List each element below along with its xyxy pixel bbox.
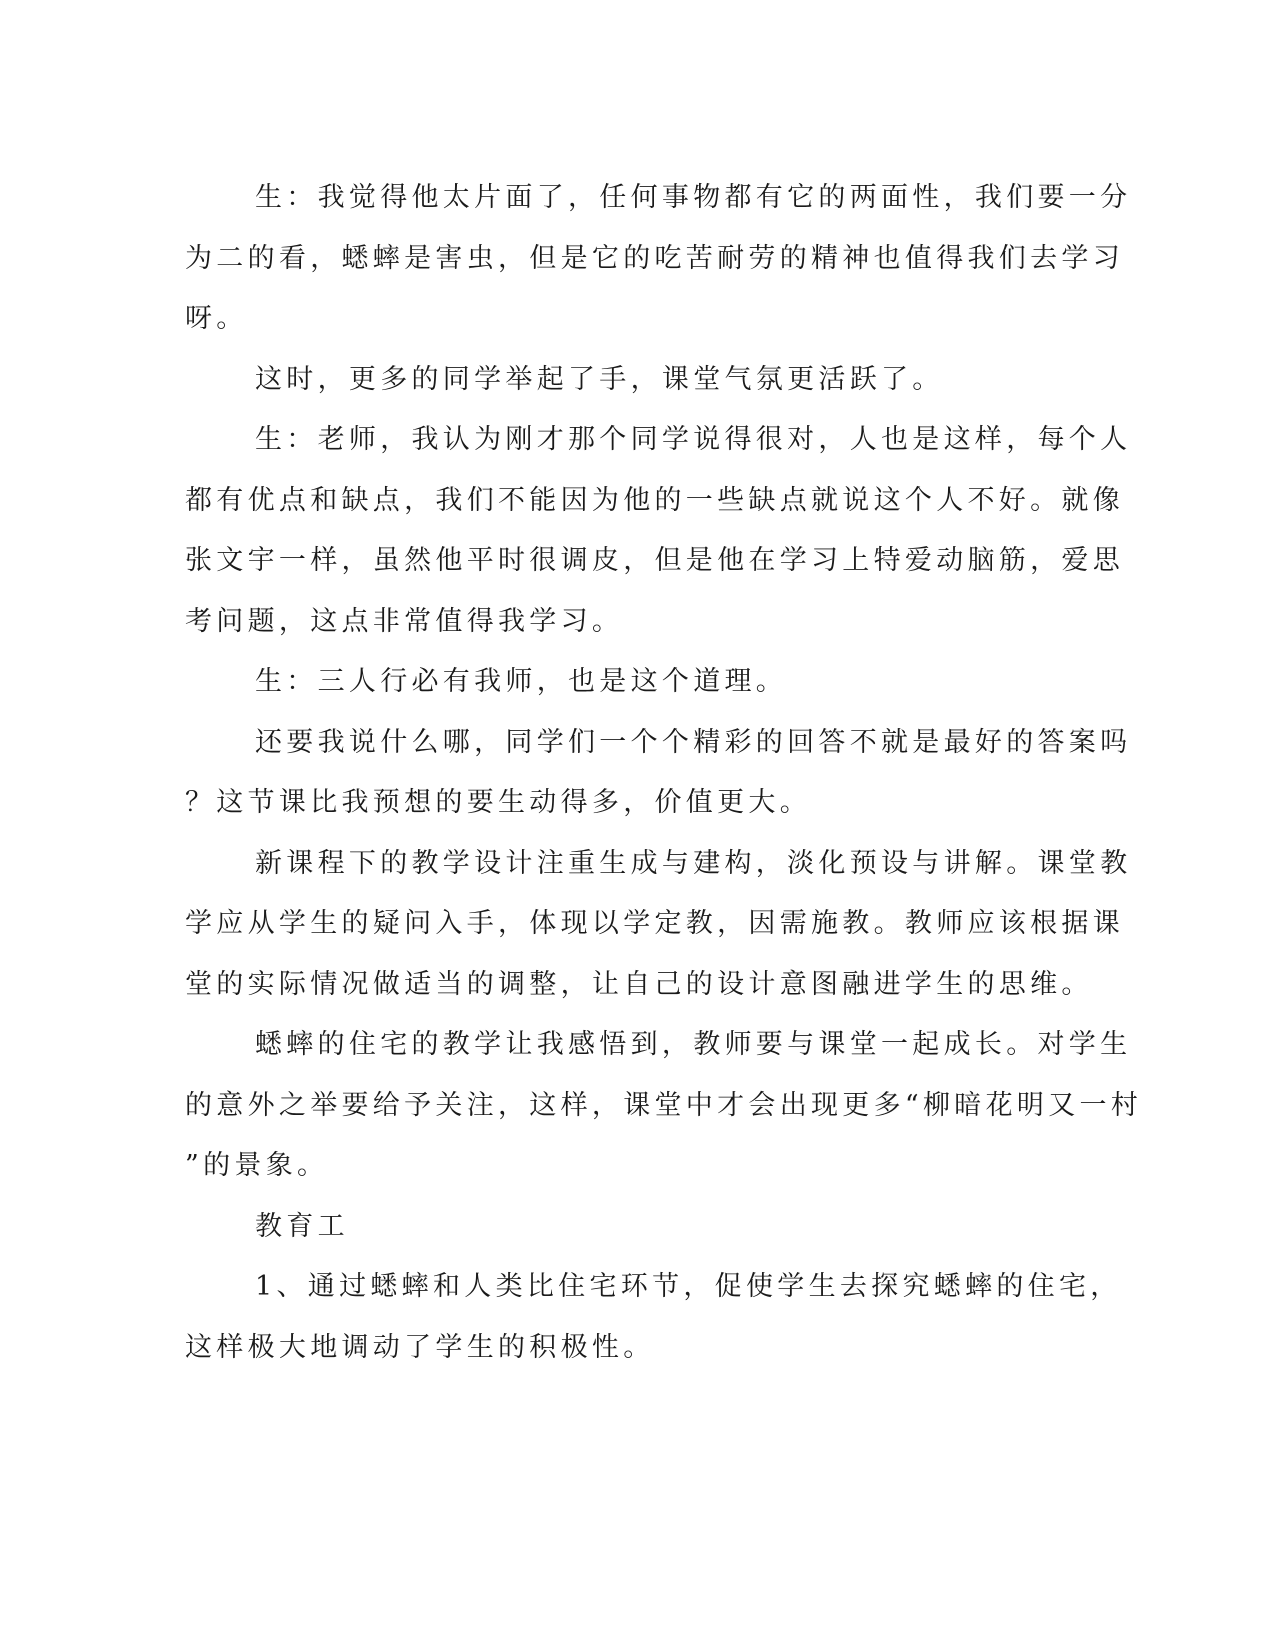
text-line: 这样极大地调动了学生的积极性。: [185, 1331, 655, 1363]
text-line: 1、通过蟋蟀和人类比住宅环节，促使学生去探究蟋蟀的住宅，: [255, 1271, 1122, 1302]
text-line: 蟋蟀的住宅的教学让我感悟到，教师要与课堂一起成长。对学生: [255, 1029, 1132, 1060]
paragraph-2: [185, 350, 1085, 411]
text-line: 还要我说什么哪，同学们一个个精彩的回答不就是最好的答案吗: [255, 726, 1132, 758]
paragraph-8: [185, 1197, 1085, 1258]
text-line: 生：我觉得他太片面了，任何事物都有它的两面性，我们要一分: [255, 182, 1132, 213]
text-line: 生：老师，我认为刚才那个同学说得很对，人也是这样，每个人: [255, 424, 1132, 455]
text-line: 这时，更多的同学举起了手，课堂气氛更活跃了。: [255, 363, 944, 395]
document-body: [185, 168, 1143, 1378]
paragraph-4: [185, 652, 1085, 713]
text-line: 新课程下的教学设计注重生成与建构，淡化预设与讲解。课堂教: [255, 847, 1132, 879]
text-line: 张文宇一样，虽然他平时很调皮，但是他在学习上特爱动脑筋，爱思: [185, 545, 1124, 576]
paragraph-3: [185, 410, 1132, 652]
text-line: 堂的实际情况做适当的调整，让自己的设计意图融进学生的思维。: [185, 968, 1093, 1000]
paragraph-7: [185, 1015, 1143, 1197]
text-line: 学应从学生的疑问入手，体现以学定教，因需施教。教师应该根据课: [185, 908, 1124, 939]
text-line: 的意外之举要给予关注，这样，课堂中才会出现更多“柳暗花明又一村: [185, 1089, 1143, 1121]
text-line: 考问题，这点非常值得我学习。: [185, 605, 624, 637]
text-line: 都有优点和缺点，我们不能因为他的一些缺点就说这个人不好。就像: [185, 484, 1124, 516]
text-line: 教育工: [255, 1210, 349, 1242]
paragraph-6: [185, 834, 1132, 1016]
paragraph-5: [185, 713, 1132, 834]
paragraph-1: [185, 168, 1132, 350]
text-line: 呀。: [185, 303, 248, 334]
text-line: 生：三人行必有我师，也是这个道理。: [255, 666, 788, 697]
text-line: 为二的看，蟋蟀是害虫，但是它的吃苦耐劳的精神也值得我们去学习: [185, 242, 1124, 274]
text-line: ”的景象。: [185, 1150, 329, 1181]
text-line: ？这节课比我预想的要生动得多，价值更大。: [185, 787, 811, 818]
paragraph-9: [185, 1257, 1122, 1378]
